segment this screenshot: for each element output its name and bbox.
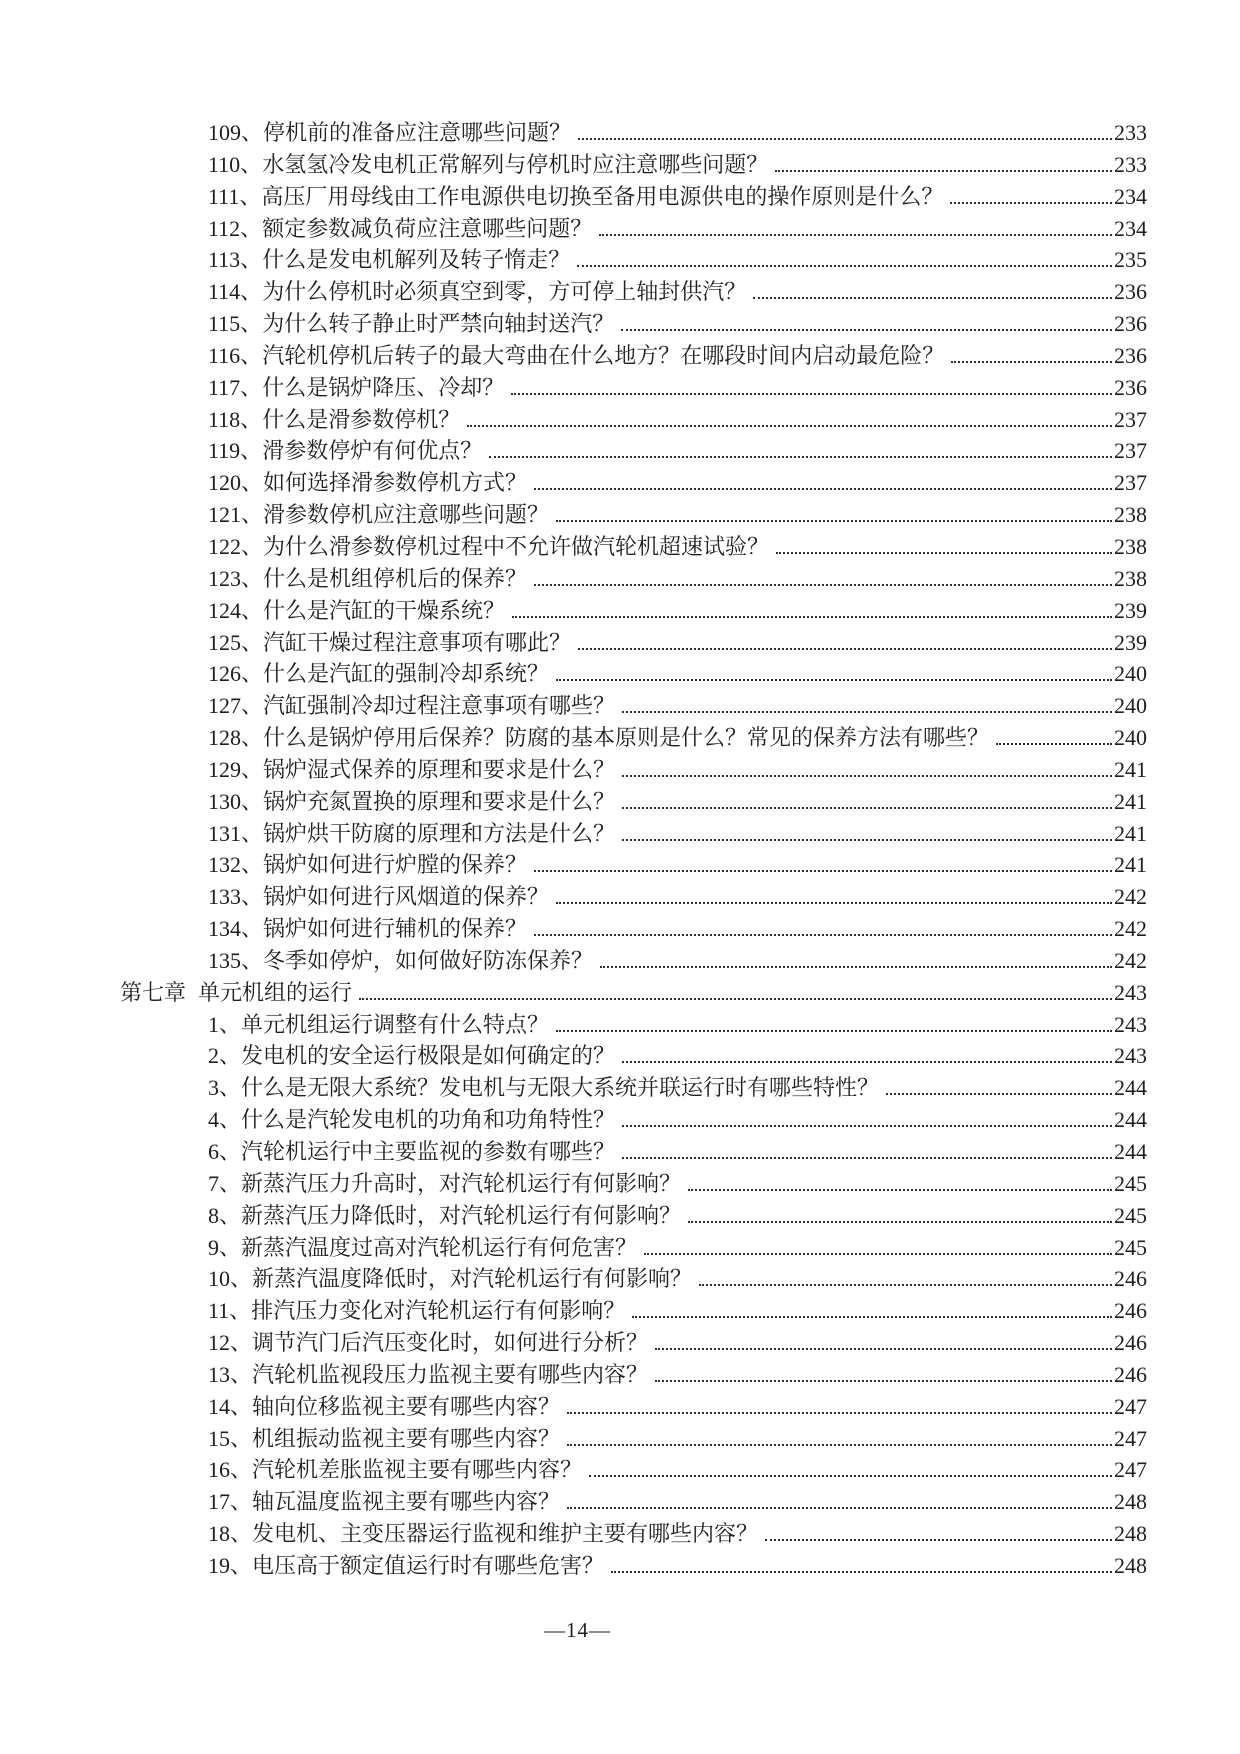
dot-leader [577, 257, 1112, 267]
entry-title: 锅炉充氮置换的原理和要求是什么？ [263, 788, 616, 814]
entry-page-number: 242 [1114, 916, 1147, 942]
entry-number: 120、 [208, 470, 264, 496]
entry-page-number: 246 [1114, 1330, 1147, 1356]
entry-title: 什么是锅炉停用后保养？防腐的基本原则是什么？常见的保养方法有哪些？ [263, 725, 990, 751]
entry-number: 131、 [208, 820, 264, 846]
entry-number: 8、 [208, 1202, 242, 1228]
entry-page-number: 243 [1114, 1011, 1147, 1037]
entry-title: 单元机组运行调整有什么特点？ [241, 1011, 550, 1037]
entry-title: 机组振动监视主要有哪些内容？ [252, 1425, 561, 1451]
toc-entry [120, 499, 1147, 531]
entry-title: 调节汽门后汽压变化时，如何进行分析？ [252, 1330, 649, 1356]
entry-page-number: 246 [1114, 1298, 1147, 1324]
toc-entry [120, 595, 1147, 627]
entry-number: 17、 [208, 1489, 253, 1515]
entry-title: 锅炉如何进行风烟道的保养？ [263, 884, 550, 910]
toc [120, 117, 1147, 1582]
entry-number: 16、 [208, 1457, 253, 1483]
dot-leader [776, 544, 1112, 554]
dot-leader [951, 353, 1112, 363]
entry-page-number: 247 [1114, 1457, 1147, 1483]
toc-entry [120, 754, 1147, 786]
entry-title: 什么是发电机解列及转子惰走？ [262, 247, 571, 273]
toc-entry [120, 1454, 1147, 1486]
entry-title: 什么是汽缸的强制冷却系统？ [263, 661, 550, 687]
entry-number: 134、 [208, 916, 264, 942]
entry-number: 第七章 [120, 979, 187, 1005]
dot-leader [578, 130, 1112, 140]
toc-entry [120, 1136, 1147, 1168]
toc-entry [120, 1009, 1147, 1041]
entry-number: 110、 [208, 151, 263, 177]
dot-leader [567, 1404, 1112, 1414]
dot-leader [688, 1213, 1112, 1223]
dot-leader [359, 990, 1112, 1000]
entry-number: 12、 [208, 1330, 253, 1356]
entry-page-number: 246 [1114, 1266, 1147, 1292]
dot-leader [632, 1308, 1112, 1318]
toc-entry [120, 1486, 1147, 1518]
entry-page-number: 236 [1114, 342, 1147, 368]
dot-leader [512, 608, 1112, 618]
entry-title: 锅炉湿式保养的原理和要求是什么？ [263, 756, 616, 782]
entry-page-number: 246 [1114, 1361, 1147, 1387]
toc-entry [120, 117, 1147, 149]
entry-title: 为什么转子静止时严禁向轴封送汽？ [262, 311, 615, 337]
dot-leader [589, 1467, 1112, 1477]
toc-entry [120, 881, 1147, 913]
entry-page-number: 245 [1114, 1234, 1147, 1260]
entry-number: 113、 [208, 247, 263, 273]
dot-leader [699, 1276, 1112, 1286]
entry-number: 14、 [208, 1393, 253, 1419]
entry-title: 什么是滑参数停机？ [262, 406, 461, 432]
entry-number: 15、 [208, 1425, 253, 1451]
entry-title: 什么是机组停机后的保养？ [263, 565, 528, 591]
entry-title: 额定参数减负荷应注意哪些问题？ [262, 215, 593, 241]
entry-number: 116、 [208, 342, 263, 368]
toc-entry [120, 1200, 1147, 1232]
toc-entry [120, 1168, 1147, 1200]
entry-title: 汽轮机运行中主要监视的参数有哪些？ [241, 1139, 616, 1164]
entry-title: 轴瓦温度监视主要有哪些内容？ [252, 1489, 561, 1515]
entry-number: 6、 [208, 1139, 242, 1164]
entry-number: 114、 [208, 279, 263, 305]
entry-page-number: 248 [1114, 1521, 1147, 1547]
entry-page-number: 245 [1114, 1202, 1147, 1228]
entry-page-number: 243 [1114, 1043, 1147, 1069]
entry-page-number: 237 [1114, 470, 1147, 496]
toc-entry [120, 467, 1147, 499]
toc-entry [120, 945, 1147, 977]
entry-title: 滑参数停炉有何优点？ [262, 438, 483, 464]
entry-title: 汽缸干燥过程注意事项有哪此？ [263, 629, 572, 655]
dot-leader [556, 512, 1112, 522]
entry-title: 汽轮机停机后转子的最大弯曲在什么地方？在哪段时间内启动最危险？ [262, 342, 945, 368]
dot-leader [534, 862, 1112, 872]
entry-number: 109、 [208, 120, 264, 145]
entry-title: 新蒸汽温度过高对汽轮机运行有何危害？ [241, 1234, 638, 1260]
dot-leader [644, 1245, 1112, 1255]
entry-page-number: 248 [1114, 1489, 1147, 1515]
dot-leader [567, 1499, 1112, 1509]
toc-entry [120, 849, 1147, 881]
entry-page-number: 243 [1114, 979, 1147, 1005]
entry-title: 锅炉如何进行炉膛的保养？ [263, 852, 528, 878]
entry-number: 130、 [208, 788, 264, 814]
dot-leader [489, 448, 1112, 458]
entry-title: 为什么滑参数停机过程中不允许做汽轮机超速试验？ [263, 533, 770, 559]
entry-number: 133、 [208, 884, 264, 910]
dot-leader [611, 1563, 1112, 1573]
toc-entry [120, 1104, 1147, 1136]
entry-page-number: 241 [1114, 852, 1147, 878]
toc-entry [120, 1232, 1147, 1264]
dot-leader [622, 1117, 1112, 1127]
toc-entry [120, 340, 1147, 372]
entry-title: 水氢氢冷发电机正常解列与停机时应注意哪些问题？ [262, 151, 769, 177]
entry-page-number: 242 [1114, 947, 1147, 973]
dot-leader [622, 1149, 1112, 1159]
entry-number: 7、 [208, 1170, 242, 1196]
toc-entry [120, 1327, 1147, 1359]
entry-page-number: 238 [1114, 502, 1147, 528]
toc-entry [120, 627, 1147, 659]
entry-page-number: 235 [1114, 247, 1147, 273]
entry-number: 10、 [208, 1266, 253, 1292]
entry-number: 4、 [208, 1107, 242, 1133]
entry-title: 新蒸汽压力降低时，对汽轮机运行有何影响？ [241, 1202, 682, 1228]
dot-leader [556, 1022, 1112, 1032]
dot-leader [600, 958, 1112, 968]
entry-number: 19、 [208, 1552, 253, 1578]
entry-title: 滑参数停机应注意哪些问题？ [263, 502, 550, 528]
entry-number: 111、 [208, 183, 262, 209]
dot-leader [511, 385, 1112, 395]
entry-page-number: 236 [1114, 374, 1147, 400]
toc-entry [120, 722, 1147, 754]
toc-entry [120, 149, 1147, 181]
dot-leader [886, 1085, 1112, 1095]
entry-page-number: 241 [1114, 756, 1147, 782]
entry-title: 汽轮机差胀监视主要有哪些内容？ [252, 1457, 583, 1483]
toc-entry [120, 1359, 1147, 1391]
entry-page-number: 237 [1114, 406, 1147, 432]
entry-title: 新蒸汽压力升高时，对汽轮机运行有何影响？ [241, 1170, 682, 1196]
dot-leader [622, 767, 1112, 777]
dot-leader [467, 417, 1112, 427]
entry-page-number: 244 [1114, 1075, 1147, 1101]
toc-entry [120, 181, 1147, 213]
dot-leader [655, 1372, 1112, 1382]
dot-leader [622, 799, 1112, 809]
dot-leader [567, 1436, 1112, 1446]
toc-entry [120, 531, 1147, 563]
entry-page-number: 244 [1114, 1139, 1147, 1164]
entry-title: 锅炉如何进行辅机的保养？ [263, 916, 528, 942]
dot-leader [534, 926, 1112, 936]
toc-entry [120, 658, 1147, 690]
entry-page-number: 239 [1114, 597, 1147, 623]
dot-leader [622, 703, 1112, 713]
entry-page-number: 242 [1114, 884, 1147, 910]
toc-entry [120, 244, 1147, 276]
entry-title: 高压厂用母线由工作电源供电切换至备用电源供电的操作原则是什么？ [261, 183, 944, 209]
entry-page-number: 234 [1114, 215, 1147, 241]
entry-title: 什么是锅炉降压、冷却？ [262, 374, 505, 400]
entry-number: 135、 [208, 947, 264, 973]
entry-page-number: 238 [1114, 533, 1147, 559]
entry-number: 117、 [208, 374, 263, 400]
toc-entry [120, 690, 1147, 722]
toc-entry [120, 213, 1147, 245]
toc-entry [120, 1550, 1147, 1582]
entry-title: 什么是无限大系统？发电机与无限大系统并联运行时有哪些特性？ [241, 1075, 880, 1101]
toc-entry [120, 276, 1147, 308]
dot-leader [599, 226, 1112, 236]
entry-title: 单元机组的运行 [198, 979, 353, 1005]
entry-number: 115、 [208, 311, 263, 337]
entry-page-number: 233 [1114, 151, 1147, 177]
entry-page-number: 239 [1114, 629, 1147, 655]
entry-number: 121、 [208, 502, 264, 528]
dot-leader [556, 671, 1112, 681]
entry-title: 汽缸强制冷却过程注意事项有哪些？ [263, 693, 616, 719]
entry-number: 123、 [208, 565, 264, 591]
dot-leader [621, 321, 1112, 331]
entry-page-number: 233 [1114, 120, 1147, 145]
toc-entry [120, 1423, 1147, 1455]
entry-title: 新蒸汽温度降低时，对汽轮机运行有何影响？ [252, 1266, 693, 1292]
toc-entry [120, 1072, 1147, 1104]
entry-title: 如何选择滑参数停机方式？ [263, 470, 528, 496]
entry-title: 为什么停机时必须真空到零，方可停上轴封供汽？ [262, 279, 747, 305]
entry-number: 1、 [208, 1011, 242, 1037]
dot-leader [622, 831, 1112, 841]
toc-entry [120, 435, 1147, 467]
toc-entry [120, 1040, 1147, 1072]
entry-page-number: 244 [1114, 1107, 1147, 1133]
footer-page-number: —14— [544, 1618, 611, 1642]
dot-leader [622, 1053, 1112, 1063]
entry-number: 18、 [208, 1521, 253, 1547]
entry-title: 冬季如停炉，如何做好防冻保养？ [263, 947, 594, 973]
entry-number: 13、 [208, 1361, 253, 1387]
entry-number: 128、 [208, 725, 264, 751]
entry-title: 排汽压力变化对汽轮机运行有何影响？ [251, 1298, 626, 1324]
entry-page-number: 245 [1114, 1170, 1147, 1196]
dot-leader [655, 1340, 1112, 1350]
entry-title: 什么是汽缸的干燥系统？ [263, 597, 506, 623]
toc-entry [120, 404, 1147, 436]
dot-leader [950, 194, 1112, 204]
dot-leader [765, 1531, 1112, 1541]
toc-entry [120, 372, 1147, 404]
toc-entry [120, 1295, 1147, 1327]
toc-entry [120, 1263, 1147, 1295]
entry-page-number: 238 [1114, 565, 1147, 591]
entry-number: 125、 [208, 629, 264, 655]
entry-number: 118、 [208, 406, 263, 432]
entry-page-number: 247 [1114, 1393, 1147, 1419]
dot-leader [534, 480, 1112, 490]
entry-number: 2、 [208, 1043, 242, 1069]
dot-leader [753, 289, 1112, 299]
toc-entry [120, 1518, 1147, 1550]
entry-page-number: 237 [1114, 438, 1147, 464]
entry-title: 锅炉烘干防腐的原理和方法是什么？ [263, 820, 616, 846]
entry-page-number: 241 [1114, 788, 1147, 814]
dot-leader [534, 576, 1112, 586]
toc-entry [120, 308, 1147, 340]
entry-page-number: 240 [1114, 725, 1147, 751]
entry-page-number: 248 [1114, 1552, 1147, 1578]
entry-number: 126、 [208, 661, 264, 687]
toc-entry [120, 913, 1147, 945]
dot-leader [688, 1181, 1112, 1191]
entry-page-number: 236 [1114, 311, 1147, 337]
entry-number: 119、 [208, 438, 263, 464]
entry-number: 132、 [208, 852, 264, 878]
dot-leader [775, 162, 1112, 172]
entry-page-number: 241 [1114, 820, 1147, 846]
entry-number: 9、 [208, 1234, 242, 1260]
entry-number: 127、 [208, 693, 264, 719]
entry-title: 轴向位移监视主要有哪些内容？ [252, 1393, 561, 1419]
entry-title: 发电机、主变压器运行监视和维护主要有哪些内容？ [252, 1521, 759, 1547]
entry-number: 11、 [208, 1298, 252, 1324]
entry-title: 汽轮机监视段压力监视主要有哪些内容？ [252, 1361, 649, 1387]
entry-title: 什么是汽轮发电机的功角和功角特性？ [241, 1107, 616, 1133]
toc-entry [120, 1391, 1147, 1423]
entry-page-number: 234 [1114, 183, 1147, 209]
dot-leader [556, 894, 1112, 904]
entry-title: 发电机的安全运行极限是如何确定的？ [241, 1043, 616, 1069]
toc-entry [120, 786, 1147, 818]
entry-title: 电压高于额定值运行时有哪些危害？ [252, 1552, 605, 1578]
toc-chapter-entry [120, 977, 1147, 1009]
entry-title: 停机前的准备应注意哪些问题？ [263, 120, 572, 145]
toc-entry [120, 818, 1147, 850]
entry-number: 124、 [208, 597, 264, 623]
entry-page-number: 240 [1114, 693, 1147, 719]
toc-entry [120, 563, 1147, 595]
entry-number: 112、 [208, 215, 263, 241]
entry-number: 129、 [208, 756, 264, 782]
entry-page-number: 247 [1114, 1425, 1147, 1451]
entry-page-number: 240 [1114, 661, 1147, 687]
dot-leader [578, 640, 1112, 650]
entry-number: 122、 [208, 533, 264, 559]
entry-page-number: 236 [1114, 279, 1147, 305]
dot-leader [996, 735, 1112, 745]
entry-number: 3、 [208, 1075, 242, 1101]
